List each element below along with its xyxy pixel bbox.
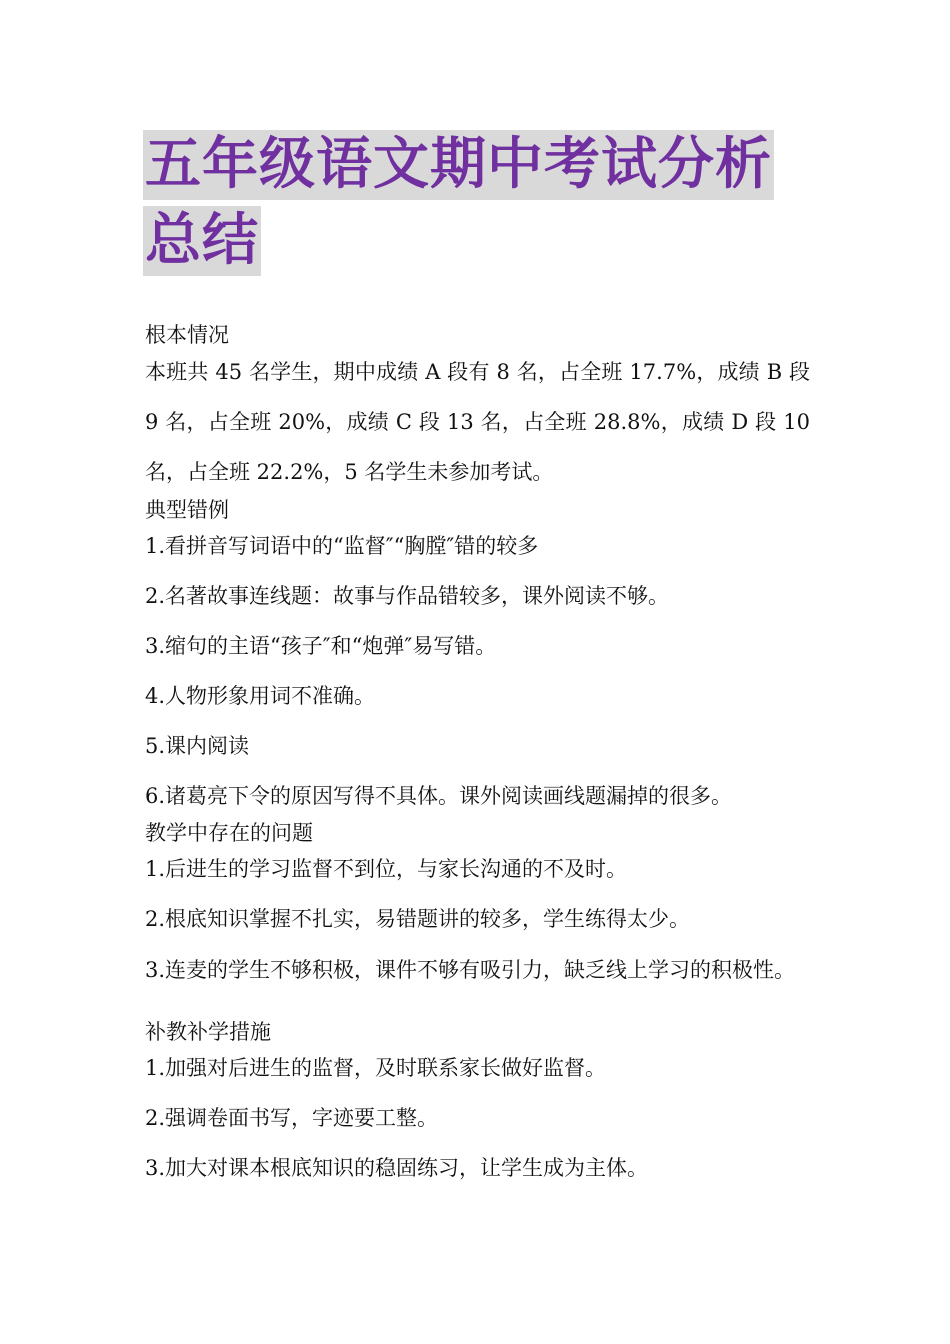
section-heading-measures: 补教补学措施 — [145, 1020, 271, 1044]
problem-item-1: 1.后进生的学习监督不到位，与家长沟通的不及时。 — [145, 857, 628, 881]
error-item-1: 1.看拼音写词语中的“监督″“胸膛″错的较多 — [145, 534, 539, 558]
measure-item-1: 1.加强对后进生的监督，及时联系家长做好监督。 — [145, 1056, 607, 1080]
basic-paragraph: 本班共 45 名学生，期中成绩 A 段有 8 名，占全班 17.7%，成绩 B 段 9 名，占全班 20%，成绩 C 段 13 名，占全班 28.8%，成绩 D 段 10 名，占全班 22.2%，5 名学生未参加考试。 — [145, 360, 810, 484]
section-heading-errors: 典型错例 — [145, 498, 229, 522]
measure-item-3: 3.加大对课本根底知识的稳固练习，让学生成为主体。 — [145, 1156, 649, 1180]
error-item-3: 3.缩句的主语“孩子″和“炮弹″易写错。 — [145, 634, 497, 658]
error-item-5: 5.课内阅读 — [145, 734, 250, 758]
section-heading-problems: 教学中存在的问题 — [145, 821, 313, 845]
section-heading-basic: 根本情况 — [145, 323, 229, 347]
problem-item-2: 2.根底知识掌握不扎实，易错题讲的较多，学生练得太少。 — [145, 907, 691, 931]
title-line-2: 总结 — [143, 206, 261, 276]
problem-item-3: 3.连麦的学生不够积极，课件不够有吸引力，缺乏线上学习的积极性。 — [145, 958, 796, 982]
measure-item-2: 2.强调卷面书写，字迹要工整。 — [145, 1106, 439, 1130]
title-line-1: 五年级语文期中考试分析 — [143, 130, 774, 200]
error-item-2: 2.名著故事连线题：故事与作品错较多，课外阅读不够。 — [145, 584, 670, 608]
error-item-6: 6.诸葛亮下令的原因写得不具体。课外阅读画线题漏掉的很多。 — [145, 784, 733, 808]
error-item-4: 4.人物形象用词不准确。 — [145, 684, 376, 708]
